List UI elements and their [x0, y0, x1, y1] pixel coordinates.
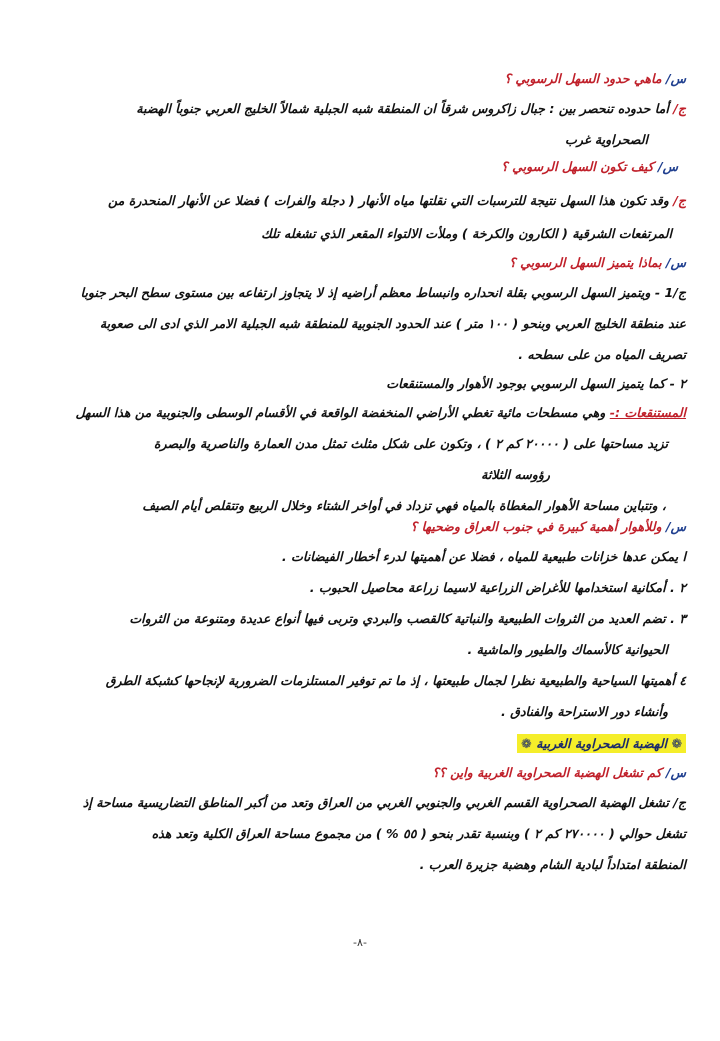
- answer-prefix: ج/: [673, 101, 686, 116]
- answer-block-3: [34, 284, 686, 514]
- question-block-1: [34, 70, 686, 87]
- answer-block-5: [34, 794, 686, 873]
- question-line: [34, 254, 686, 271]
- answer-text: وقد تكون هذا السهل نتيجة للترسبات التي نقلتها مياه الأنهار ( دجلة والفرات ) فضلا عن الأنهار المنحدرة من: [108, 193, 669, 208]
- flower-icon: ❁: [521, 736, 532, 751]
- section-highlight: [517, 734, 686, 753]
- answer-line: تصريف المياه من على سطحه .: [518, 347, 686, 362]
- answer-line: رؤوسه الثلاثة: [481, 467, 550, 482]
- answer-line: [34, 100, 686, 117]
- answer-line: المرتفعات الشرقية ( الكارون والكرخة ) وملأت الالتواء المقعر الذي تشغله تلك: [261, 226, 672, 241]
- answer-block-2: [34, 192, 686, 242]
- question-text: ماهي حدود السهل الرسوبي ؟: [504, 71, 662, 86]
- answer-text: أما حدوده تنحصر بين : جبال زاكروس شرقاً ان المنطقة شبه الجبلية شمالاً الخليج العربي جنوباً الهضبة: [136, 101, 669, 116]
- answer-prefix: ج/: [673, 193, 686, 208]
- question-prefix: س/: [666, 255, 686, 270]
- list-item: وأنشاء دور الاستراحة والفنادق .: [501, 704, 668, 719]
- answer-line: الصحراوية غرب: [565, 132, 648, 147]
- importance-list: [34, 548, 686, 720]
- answer-line: عند منطقة الخليج العربي وبنحو ( ١٠٠ متر ) عند الحدود الجنوبية للمنطقة شبه الجبلية الامر الذي ادى الى صعوبة: [99, 316, 686, 331]
- answer-line: [34, 192, 686, 209]
- answer-line: ، وتتباين مساحة الأهوار المغطاة بالمياه فهي تزداد في أواخر الشتاء وخلال الربيع وتتقلص أيام الصيف: [142, 498, 666, 513]
- flower-icon: ❁: [671, 736, 682, 751]
- list-item: الحيوانية كالأسماك والطيور والماشية .: [467, 642, 668, 657]
- question-block-3: [34, 254, 686, 271]
- answer-line: ج/1 - ويتميز السهل الرسوبي بقلة انحداره وانبساط معظم أراضيه إذ لا يتجاوز ارتفاعه بين مستوى سطح البحر جنوبا: [80, 285, 686, 300]
- question-block-2: [34, 158, 686, 175]
- question-line: [34, 764, 686, 781]
- term-label: المستنقعات :-: [609, 405, 686, 420]
- answer-line: ٢ - كما يتميز السهل الرسوبي بوجود الأهوار والمستنقعات: [386, 376, 686, 391]
- answer-line: تزيد مساحتها على ( ٢٠٠٠٠ كم ٢ ) ، وتكون على شكل مثلث تمثل مدن العمارة والناصرية والبصرة: [153, 436, 668, 451]
- question-line: [34, 158, 686, 175]
- question-text: كم تشغل الهضبة الصحراوية الغربية واين ؟؟: [432, 765, 662, 780]
- question-line: [34, 70, 686, 87]
- question-prefix: س/: [666, 765, 686, 780]
- marsh-definition-line: [34, 404, 686, 421]
- question-text: كيف تكون السهل الرسوبي ؟: [501, 159, 654, 174]
- question-prefix: س/: [666, 71, 686, 86]
- question-line: [34, 518, 686, 535]
- question-block-4: [34, 518, 686, 535]
- term-definition: وهي مسطحات مائية تغطي الأراضي المنخفضة الواقعة في الأقسام الوسطى والجنوبية من هذا السهل: [75, 405, 606, 420]
- section-title: الهضبة الصحراوية الغربية: [536, 736, 668, 751]
- question-prefix: س/: [658, 159, 678, 174]
- answer-line: ج/ تشغل الهضبة الصحراوية القسم الغربي والجنوبي الغربي من العراق وتعد من أكبر المناطق التضاريسية مساحة إذ: [82, 795, 686, 810]
- question-prefix: س/: [666, 519, 686, 534]
- list-item: ا يمكن عدها خزانات طبيعية للمياه ، فضلا عن أهميتها لدرء أخطار الفيضانات .: [281, 549, 686, 564]
- question-text: بماذا يتميز السهل الرسوبي ؟: [509, 255, 662, 270]
- page-number: -٨-: [353, 936, 367, 949]
- question-block-5: [34, 764, 686, 781]
- answer-block-1: [34, 100, 686, 148]
- answer-line: تشغل حوالي ( ٢٧٠٠٠٠ كم ٢ ) وبنسبة تقدر بنحو ( ٥٥ % ) من مجموع مساحة العراق الكلية وتعد هذه: [151, 826, 686, 841]
- list-item: ٤ أهميتها السياحية والطبيعية نظرا لجمال طبيعتها ، إذ ما تم توفير المستلزمات الضرورية لإنجاحها كشبكة الطرق: [105, 673, 686, 688]
- list-item: ٢ . أمكانية استخدامها للأغراض الزراعية لاسيما زراعة محاصيل الحبوب .: [309, 580, 686, 595]
- list-item: ٣ . تضم العديد من الثروات الطبيعية والنباتية كالقصب والبردي وتربى فيها أنواع عديدة ومتنوعة من الثروات: [129, 611, 686, 626]
- section-heading: [34, 734, 686, 753]
- question-text: وللأهوار أهمية كبيرة في جنوب العراق وضحيها ؟: [410, 519, 662, 534]
- answer-line: المنطقة امتداداً لبادية الشام وهضبة جزيرة العرب .: [419, 857, 686, 872]
